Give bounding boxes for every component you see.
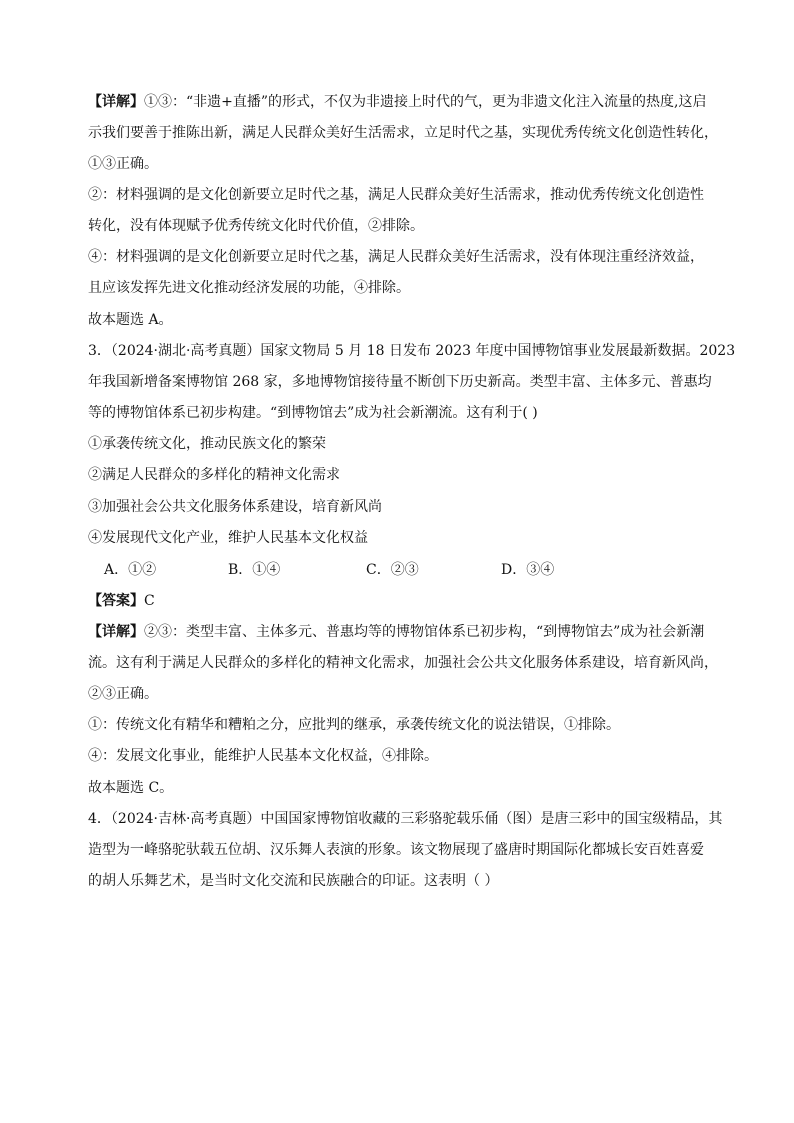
answer-value: C [144, 593, 155, 609]
q2-explanation-line-3: ①③正确。 [88, 156, 158, 172]
q3-explanation-line-2: 流。这有利于满足人民群众的多样化的精神文化需求，加强社会公共文化服务体系建设，培育新风尚， [88, 655, 718, 671]
q3-explanation-line-4: ①：传统文化有精华和糟粕之分，应批判的继承，承袭传统文化的说法错误，①排除。 [88, 717, 620, 733]
explanation-text: ②③：类型丰富、主体多元、普惠均等的博物馆体系已初步构，“到博物馆去”成为社会新潮 [144, 624, 705, 640]
q4-stem-line-3: 的胡人乐舞艺术，是当时文化交流和民族融合的印证。这表明（ ） [88, 873, 499, 889]
q2-conclusion: 故本题选 A。 [88, 312, 173, 328]
explanation-label: 【详解】 [88, 624, 144, 640]
q2-explanation-line-1 [88, 92, 707, 112]
q3-option-b[interactable]: B．①④ [228, 562, 281, 578]
q4-stem-line-1: 4．（2024·吉林·高考真题）中国国家博物馆收藏的三彩骆驼载乐俑（图）是唐三彩中的国宝级精品，其 [88, 811, 723, 827]
q3-item-1: ①承袭传统文化，推动民族文化的繁荣 [88, 436, 326, 452]
q3-item-3: ③加强社会公共文化服务体系建设，培育新风尚 [88, 499, 382, 515]
q3-explanation-line-1 [88, 622, 704, 642]
answer-label: 【答案】 [88, 593, 144, 609]
q4-stem-line-2: 造型为一峰骆驼驮载五位胡、汉乐舞人表演的形象。该文物展现了盛唐时期国际化都城长安百姓喜爱 [88, 842, 704, 858]
explanation-text: ①③：“非遗+直播”的形式，不仅为非遗接上时代的气，更为非遗文化注入流量的热度,这启 [144, 94, 707, 110]
q3-explanation-line-3: ②③正确。 [88, 686, 158, 702]
q3-stem-line-1: 3．（2024·湖北·高考真题）国家文物局 5 月 18 日发布 2023 年度中国博物馆事业发展最新数据。2023 [88, 343, 736, 359]
q3-options [104, 560, 664, 580]
q3-conclusion: 故本题选 C。 [88, 780, 174, 796]
q3-item-4: ④发展现代文化产业，维护人民基本文化权益 [88, 530, 368, 546]
q3-explanation-line-5: ④：发展文化事业，能维护人民基本文化权益，④排除。 [88, 748, 438, 764]
q3-stem-line-2: 年我国新增备案博物馆 268 家，多地博物馆接待量不断创下历史新高。类型丰富、主体多元、普惠均 [88, 374, 712, 390]
q2-explanation-line-7: 且应该发挥先进文化推动经济发展的功能，④排除。 [88, 280, 410, 296]
q2-explanation-line-6: ④：材料强调的是文化创新要立足时代之基，满足人民群众美好生活需求，没有体现注重经济效益， [88, 249, 704, 265]
q3-option-a[interactable]: A．①② [104, 562, 157, 578]
q3-stem-line-3: 等的博物馆体系已初步构建。“到博物馆去”成为社会新潮流。这有利于( ) [88, 405, 538, 421]
q2-explanation-line-5: 转化，没有体现赋予优秀传统文化时代价值，②排除。 [88, 218, 424, 234]
q3-option-c[interactable]: C．②③ [366, 562, 419, 578]
q2-explanation-line-2: 示我们要善于推陈出新，满足人民群众美好生活需求，立足时代之基，实现优秀传统文化创造性转化， [88, 125, 718, 141]
q3-option-d[interactable]: D．③④ [501, 562, 555, 578]
q2-explanation-line-4: ②：材料强调的是文化创新要立足时代之基，满足人民群众美好生活需求，推动优秀传统文化创造性 [88, 187, 704, 203]
explanation-label: 【详解】 [88, 94, 144, 110]
q3-item-2: ②满足人民群众的多样化的精神文化需求 [88, 467, 340, 483]
q3-answer [88, 591, 155, 611]
